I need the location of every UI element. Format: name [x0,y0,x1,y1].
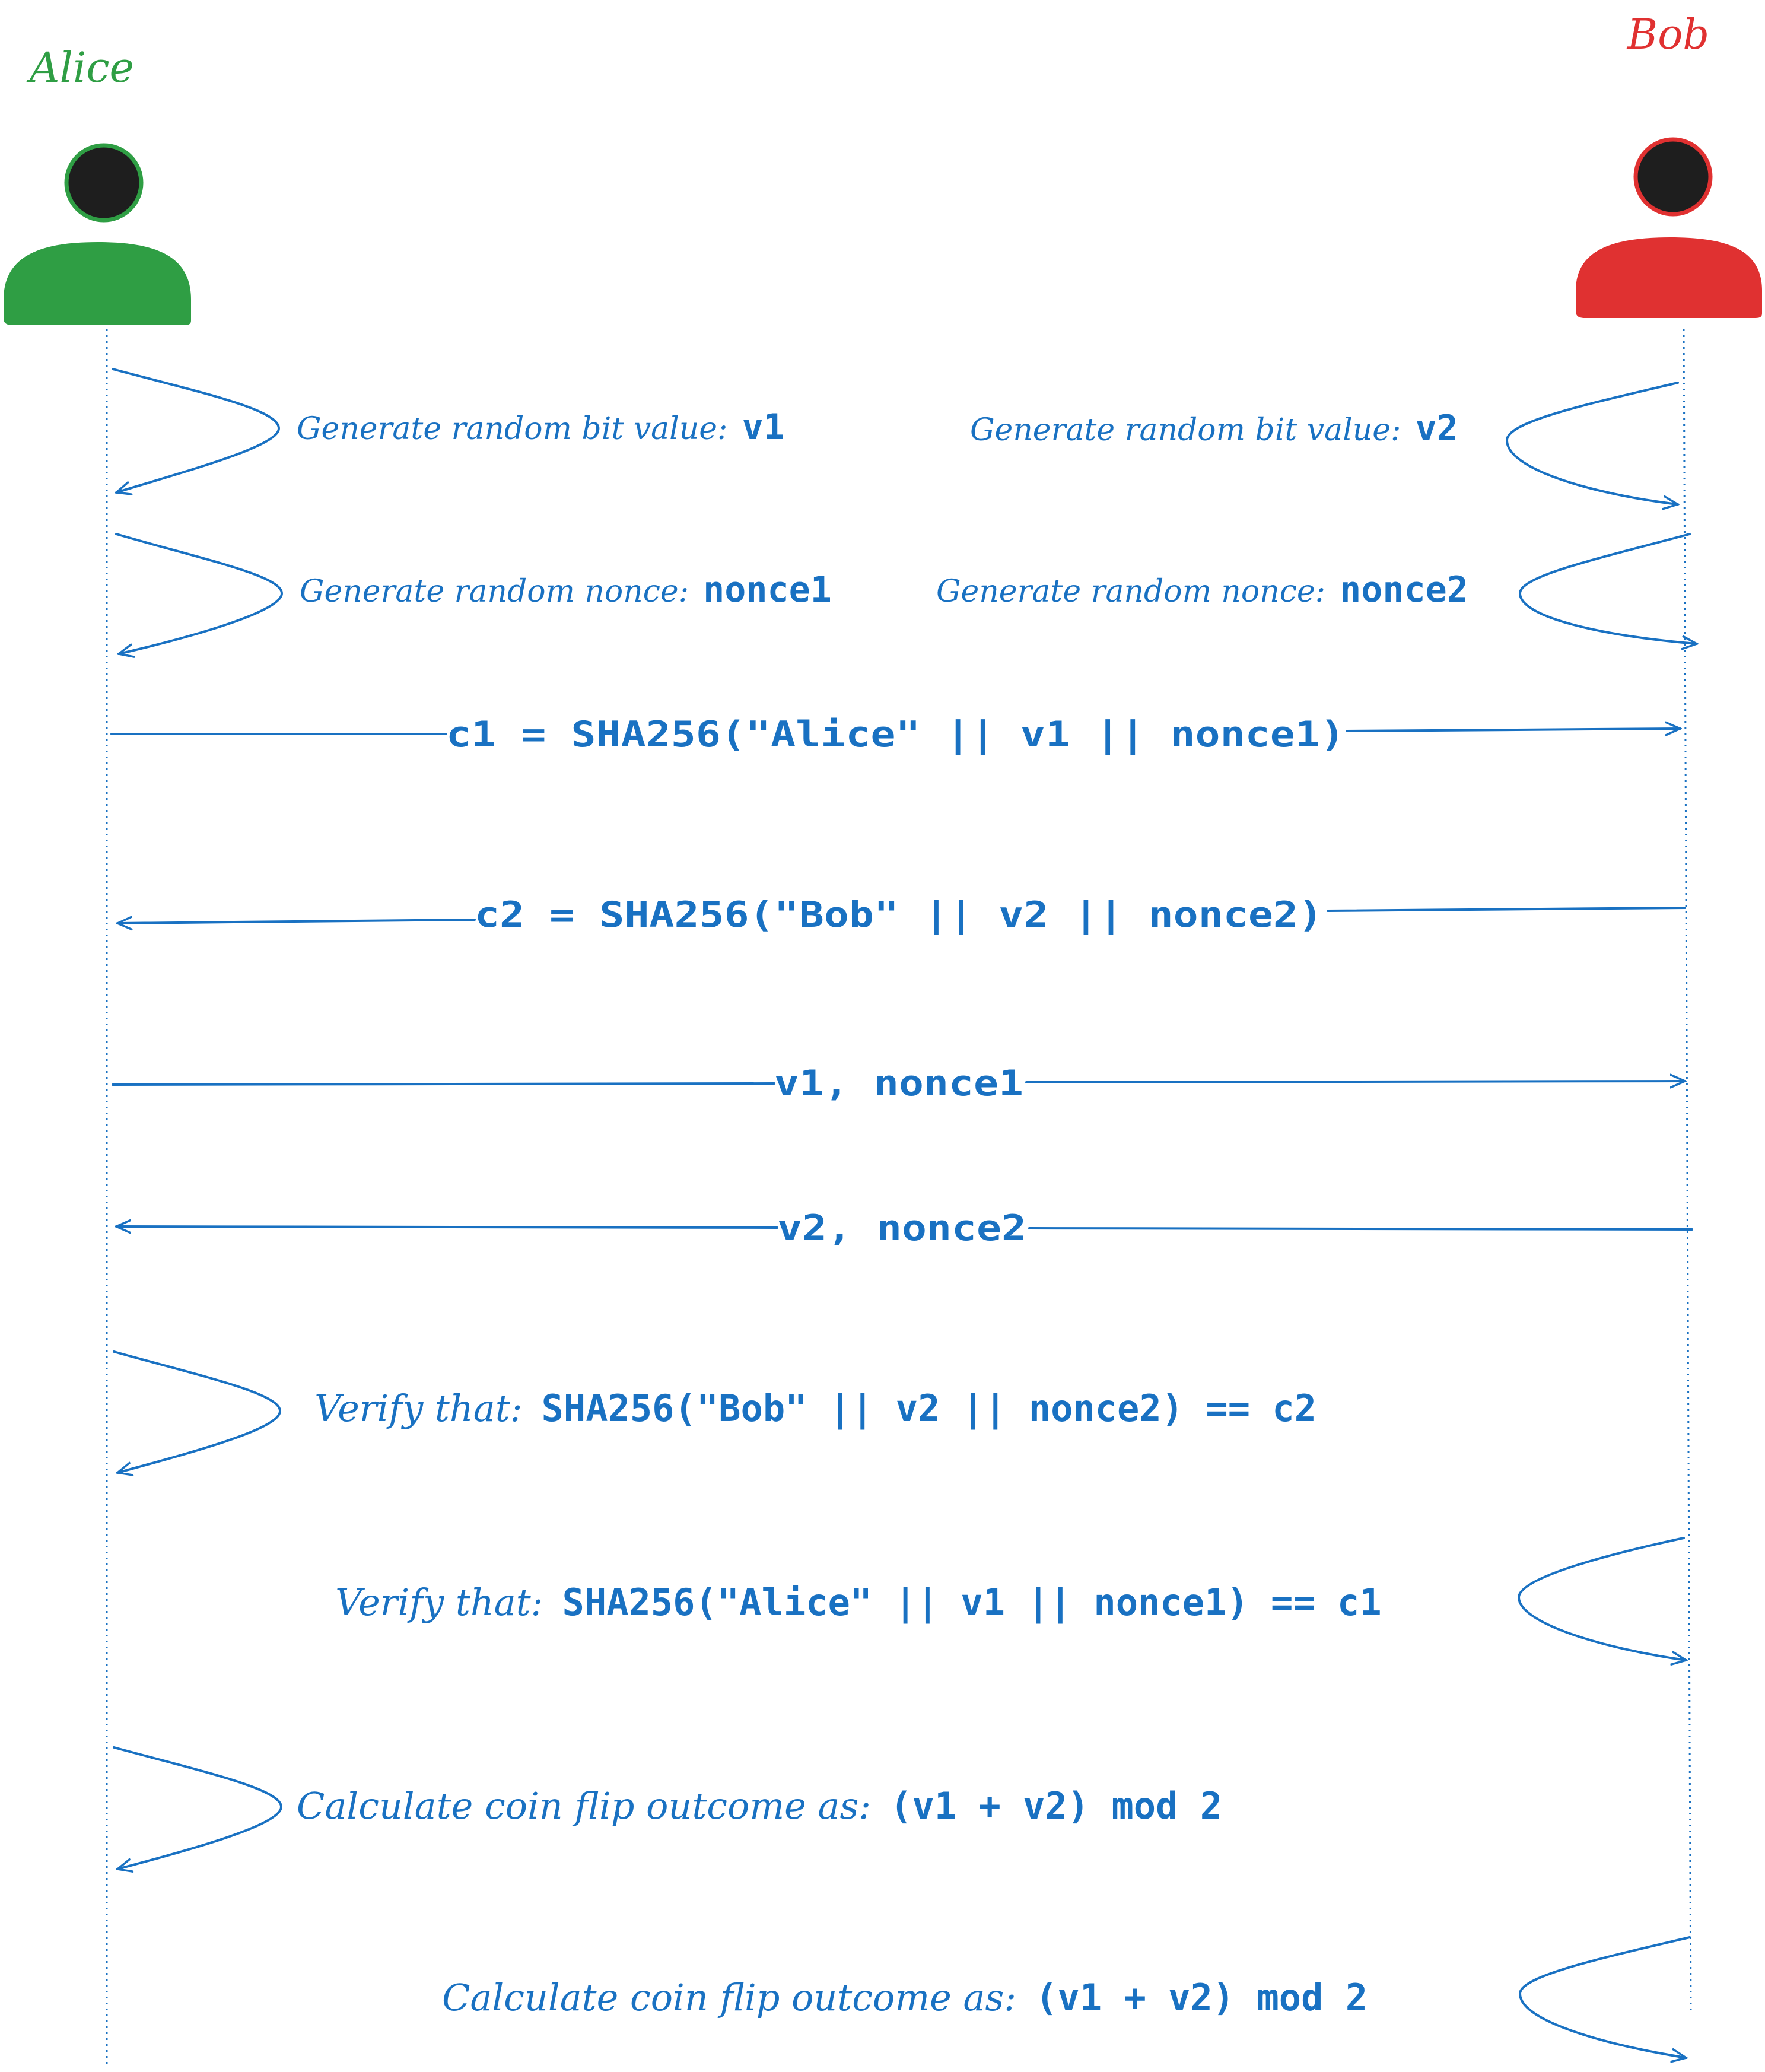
msg-c2-arrow-left [117,920,475,923]
alice-calc-label: Calculate coin flip outcome as: (v1 + v2) mod 2 [297,1784,1223,1828]
bob-self-arrow-bit [1507,383,1678,504]
alice-self-arrow-verify [114,1352,280,1473]
alice-self-arrow-bit [113,369,279,492]
alice-gen-nonce-label: Generate random nonce: nonce1 [300,569,832,611]
msg-reveal2-arrow-left [116,1226,777,1228]
bob-self-arrow-calc [1520,1937,1690,2058]
bob-self-arrow-nonce [1520,534,1697,644]
bob-calc-label: Calculate coin flip outcome as: (v1 + v2) mod 2 [442,1976,1368,2019]
msg-c2-label: c2 = SHA256("Bob" || v2 || nonce2) [475,894,1323,936]
msg-c1-label: c1 = SHA256("Alice" || v1 || nonce1) [446,714,1345,755]
alice-self-arrow-calc [114,1747,281,1869]
msg-c1-arrow-right [1347,729,1680,731]
msg-reveal2-label: v2, nonce2 [777,1207,1026,1249]
alice-verify-label: Verify that: SHA256("Bob" || v2 || nonce2) == c2 [314,1387,1316,1430]
bob-avatar-icon [1576,139,1762,318]
participant-bob [1576,10,1762,2011]
alice-label: Alice [30,43,134,92]
bob-self-arrow-verify [1519,1538,1686,1660]
msg-c2-arrow-right [1328,908,1685,911]
alice-gen-bit-label: Generate random bit value: v1 [297,406,785,448]
bob-lifeline [1684,329,1691,2011]
msg-reveal1-label: v1, nonce1 [774,1063,1023,1104]
bob-verify-label: Verify that: SHA256("Alice" || v1 || nonce1) == c1 [335,1581,1382,1624]
msg-reveal1-arrow-left [113,1083,774,1085]
msg-reveal1-arrow-right [1026,1081,1685,1082]
bob-gen-bit-label: Generate random bit value: v2 [970,408,1458,449]
bob-label: Bob [1627,10,1710,59]
msg-reveal2-arrow-right [1029,1228,1692,1229]
alice-self-arrow-nonce [116,534,282,654]
bob-gen-nonce-label: Generate random nonce: nonce2 [936,569,1468,611]
alice-avatar-icon [4,145,191,325]
